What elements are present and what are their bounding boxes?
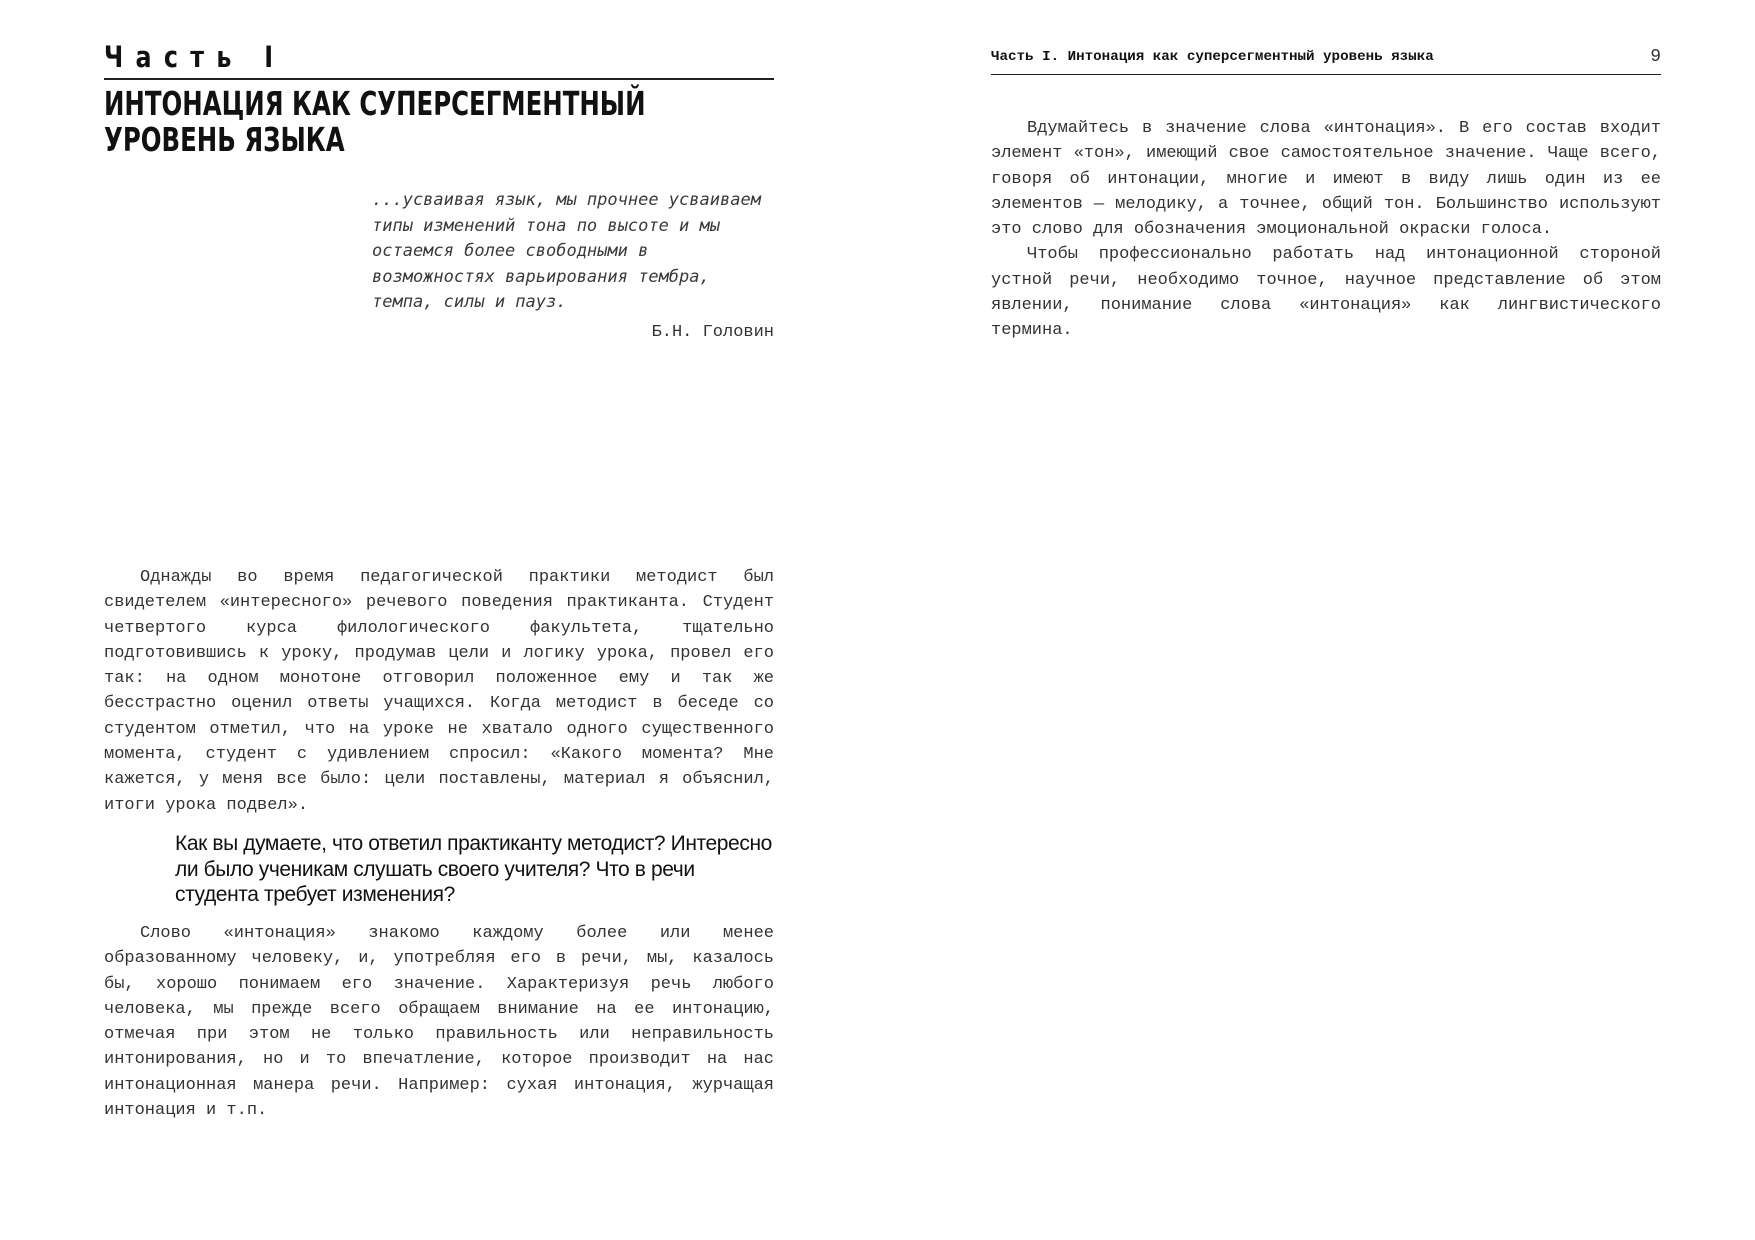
discussion-question: Как вы думаете, что ответил практиканту методист? Интересно ли было ученикам слушать своего учителя? Что в речи студента требует изменения? bbox=[175, 832, 772, 906]
page-number: 9 bbox=[1650, 47, 1661, 67]
intonation-block bbox=[104, 921, 774, 1123]
part-label: Часть I bbox=[104, 40, 286, 74]
chapter-title-line-2: УРОВЕНЬ ЯЗЫКА bbox=[104, 120, 345, 159]
running-head: Часть I. Интонация как суперсегментный уровень языка bbox=[991, 49, 1434, 65]
part-divider bbox=[104, 78, 774, 80]
paragraph-tone-meaning: Вдумайтесь в значение слова «интонация». В его состав входит элемент «тон», имеющий свое самостоятельное значение. Чаще всего, говоря об интонации, многие и имеют в виду лишь один из ее элементов — мелодику, а точнее, общий тон. Большинство используют это слово для обозначения эмоциональной окраски голоса. bbox=[991, 119, 1661, 240]
header-divider bbox=[991, 74, 1661, 75]
chapter-title bbox=[104, 86, 696, 158]
intro-block bbox=[104, 565, 774, 818]
chapter-title-line-1: ИНТОНАЦИЯ КАК СУПЕРСЕГМЕНТНЫЙ bbox=[104, 84, 646, 123]
epigraph: ...усваивая язык, мы прочнее усваиваем типы изменений тона по высоте и мы остаемся более свободными в возможностях варьирования тембра, темпа, силы и пауз. bbox=[372, 190, 761, 312]
paragraph-professional-work: Чтобы профессионально работать над интонационной стороной устной речи, необходимо точное, научное представление об этом явлении, понимание слова «интонация» как лингвистического термина. bbox=[991, 245, 1661, 341]
epigraph-author: Б.Н. Головин bbox=[651, 323, 774, 342]
right-text-block bbox=[991, 116, 1661, 344]
paragraph-word-intonation: Слово «интонация» знакомо каждому более или менее образованному человеку, и, употребляя его в речи, мы, казалось бы, хорошо понимаем его значение. Характеризуя речь любого человека, мы прежде всего обращаем внимание на ее интонацию, отмечая при этом не только правильность или неправильность интонирования, но и то впечатление, которое производит на нас интонационная манера речи. Например: сухая интонация, журчащая интонация и т.п. bbox=[104, 924, 774, 1121]
paragraph-practicum: Однажды во время педагогической практики методист был свидетелем «интересного» речевого поведения практиканта. Студент четвертого курса филологического факультета, тщательно подготовившись к уроку, продумав цели и логику урока, провел его так: на одном монотоне отговорил положенное ему и так же бесстрастно оценил ответы учащихся. Когда методист в беседе со студентом отметил, что на уроке не хватало одного существенного момента, студент с удивлением спросил: «Какого момента? Мне кажется, у меня все было: цели поставлены, материал я объяснил, итоги урока подвел». bbox=[104, 568, 774, 815]
